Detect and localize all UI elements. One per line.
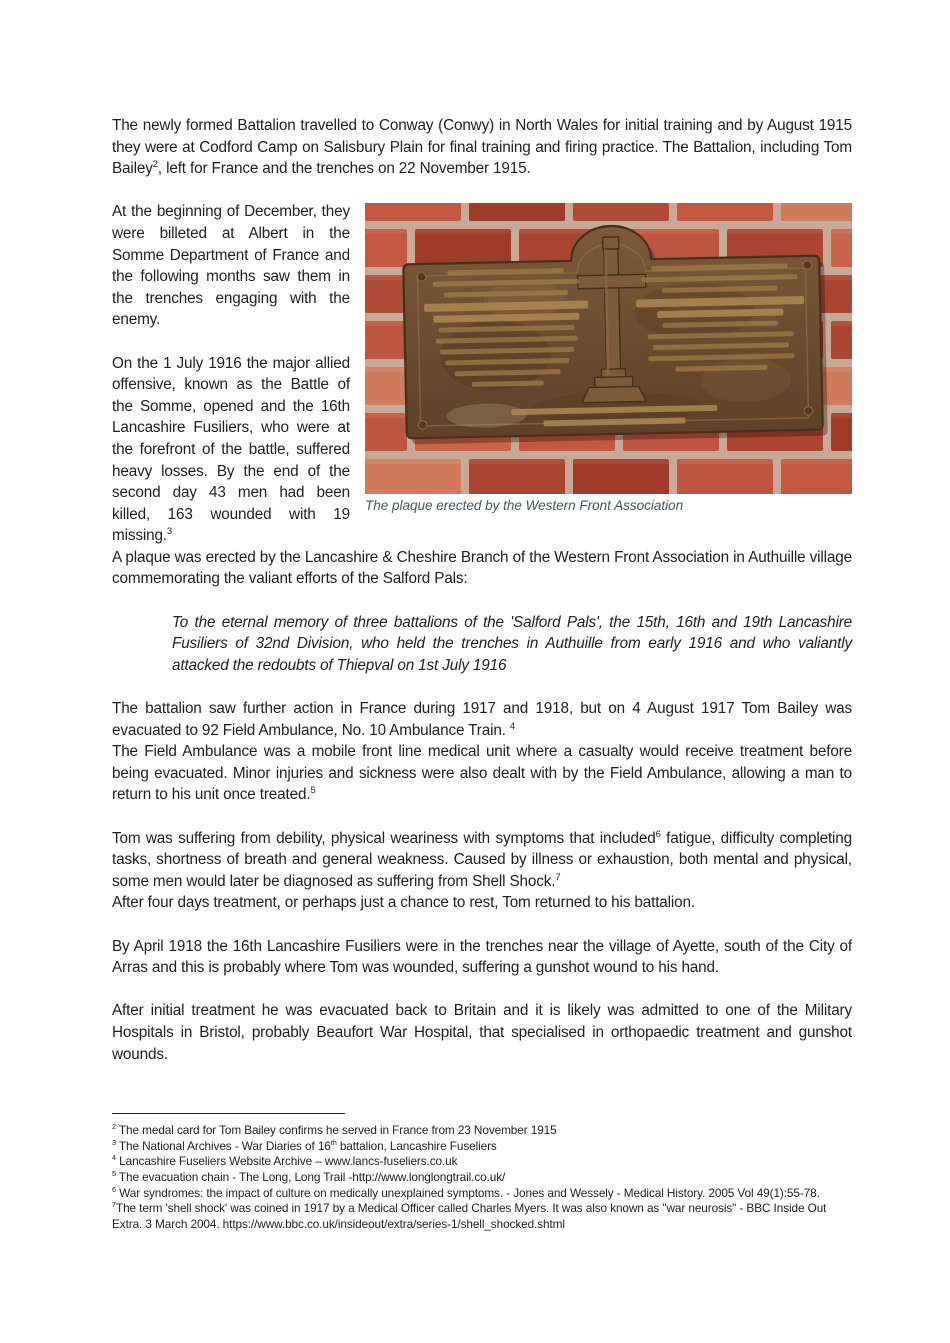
footnote-5: $^5$ The evacuation chain - The Long, Long Trail -http://www.longlongtrail.co.uk/: [112, 1168, 506, 1184]
paragraph-somme: On the 1 July 1916 the major allied offensive, known as the Battle of the Somme, opened and the 16th Lancashire Fusiliers, who were at the forefront of the battle, suffered heavy losses. By the end of the second day 43 men had been killed, 163 wounded with 19 missing.$^3$: [112, 354, 350, 545]
footnote-3: $^3$ The National Archives - War Diaries of 16th battalion, Lancashire Fuseliers: [112, 1137, 497, 1153]
memorial-quote: To the eternal memory of three battalions of the 'Salford Pals', the 15th, 16th and 19th Lancashire Fusiliers of 32nd Division, who held the trenches in Authuille from early 1916 and who valiantly attacked the redoubts of Thiepval on 1st July 1916: [172, 613, 852, 674]
paragraph-billeting: At the beginning of December, they were billeted at Albert in the Somme Department of France and the following months saw them in the trenches engaging with the enemy.: [112, 203, 350, 329]
plaque-figure: [365, 203, 852, 514]
paragraph-training: The newly formed Battalion travelled to Conway (Conwy) in North Wales for initial training and by August 1915 they were at Codford Camp on Salisbury Plain for final training and firing practice. The Battalion, including Tom Bailey$^2$, left for France and the trenches on 22 November 1915.: [112, 117, 852, 178]
paragraph-field-ambulance: The Field Ambulance was a mobile front line medical unit where a casualty would receive treatment before being evacuated. Minor injuries and sickness were also dealt with by the Field Ambulance, allowing a man to return to his unit once treated.$^5$: [112, 743, 852, 804]
paragraph-plaque: A plaque was erected by the Lancashire & Cheshire Branch of the Western Front Association in Authuille village commemorating the valiant efforts of the Salford Pals:: [112, 548, 852, 588]
paragraph-hospital: After initial treatment he was evacuated back to Britain and it is likely was admitted to one of the Military Hospitals in Bristol, probably Beaufort War Hospital, that specialised in orthopaedic treatment and gunshot wounds.: [112, 1002, 852, 1063]
paragraph-debility: Tom was suffering from debility, physical weariness with symptoms that included$^6$ fatigue, difficulty completing tasks, shortness of breath and general weakness. Caused by illness or exhaustion, both mental and physical, some men would later be diagnosed as suffering from Shell Shock.$^7$: [112, 828, 853, 890]
footnote-6: $^6$ War syndromes: the impact of culture on medically unexplained symptoms. - Jones and Wessely - Medical History. 2005 Vol 49(1):55-78.: [112, 1184, 820, 1200]
plaque-caption: The plaque erected by the Western Front Association: [365, 498, 684, 514]
footnotes: [112, 1123, 852, 1232]
paragraph-further-action: The battalion saw further action in France during 1917 and 1918, but on 4 August 1917 Tom Bailey was evacuated to 92 Field Ambulance, No. 10 Ambulance Train. $^4$: [112, 700, 852, 739]
footnote-7: $^7$The term 'shell shock' was coined in 1917 by a Medical Officer called Charles Myers. It was also known as "war neurosis" - BBC Inside Out Extra. 3 March 2004. https://www.bbc.co.uk/insideout/extra/series-1/shell_shocked.shtml: [112, 1200, 827, 1231]
plaque-photo-image: [365, 203, 852, 494]
footnote-separator: [112, 1113, 345, 1114]
plaque-photo: [365, 203, 852, 494]
paragraph-ayette: By April 1918 the 16th Lancashire Fusiliers were in the trenches near the village of Ayette, south of the City of Arras and this is probably where Tom was wounded, suffering a gunshot wound to his hand.: [112, 937, 852, 977]
paragraph-return: After four days treatment, or perhaps just a chance to rest, Tom returned to his battalion.: [112, 894, 695, 912]
footnote-4: $^4$ Lancashire Fuseliers Website Archive – www.lancs-fuseliers.co.uk: [112, 1153, 458, 1169]
footnote-2: $^2$ The medal card for Tom Bailey confirms he served in France from 23 November 1915: [112, 1122, 557, 1138]
